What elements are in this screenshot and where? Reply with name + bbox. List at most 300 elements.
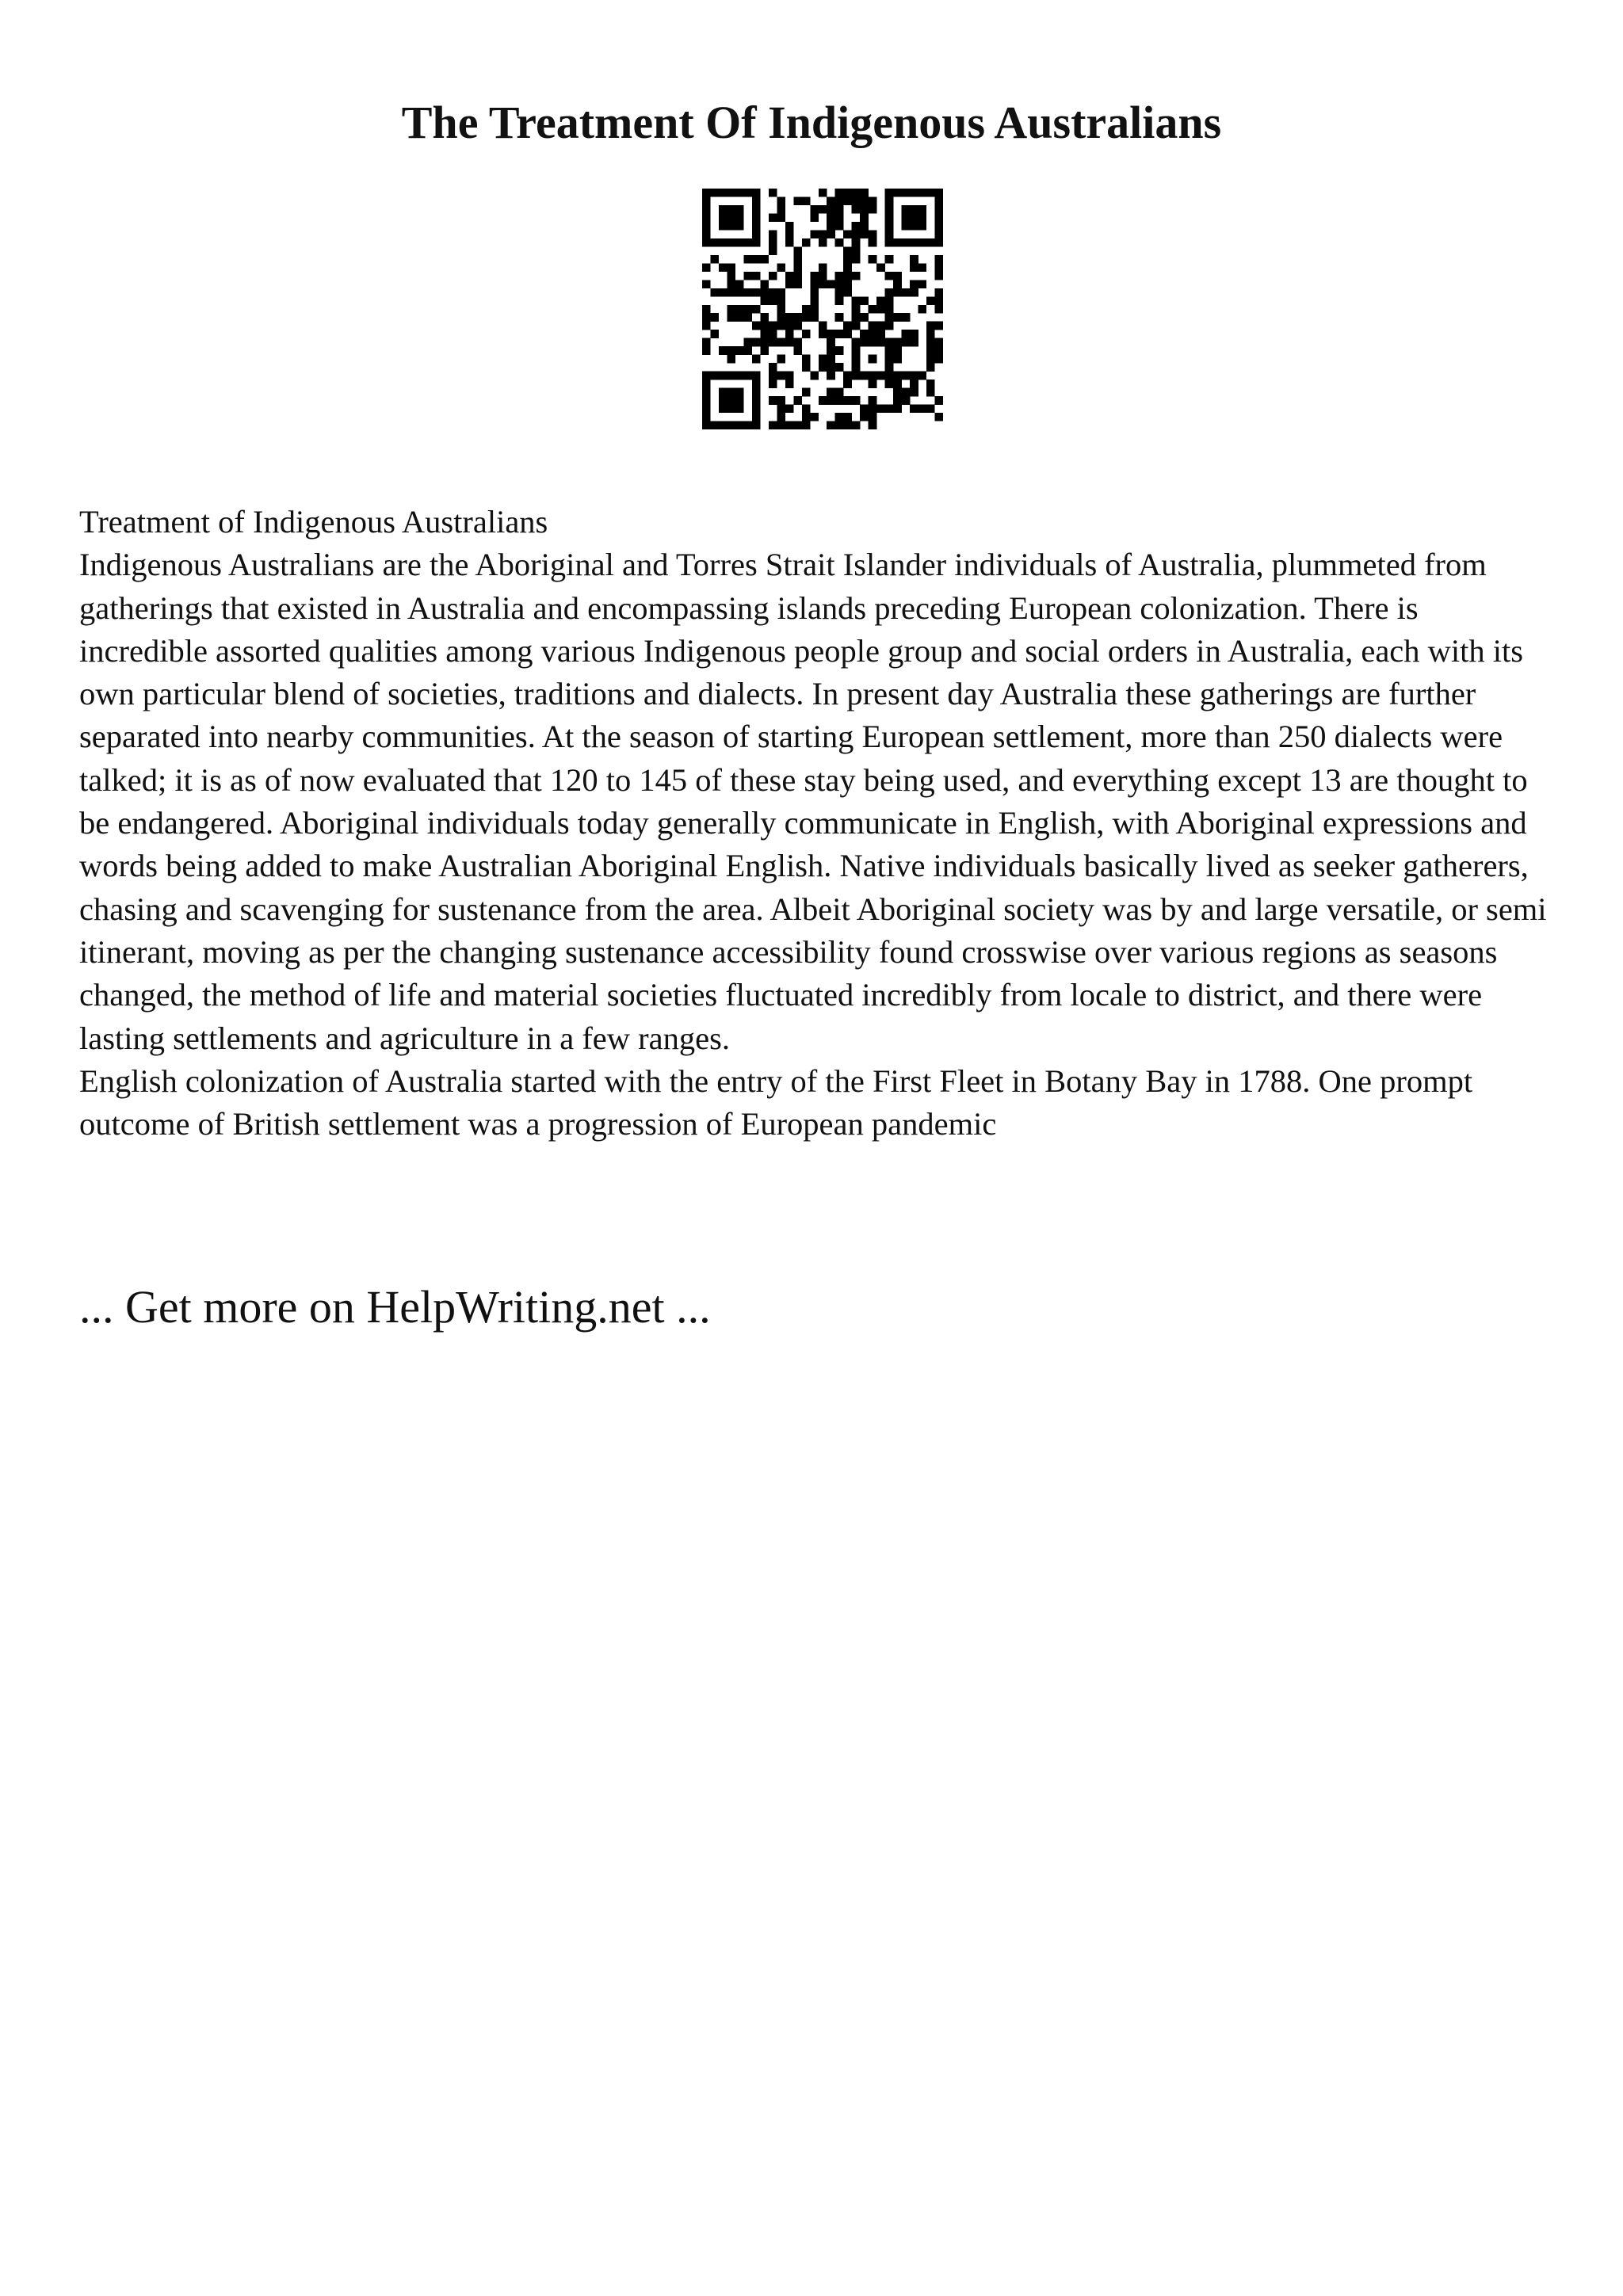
- qr-module: [910, 338, 918, 347]
- qr-module: [852, 196, 861, 205]
- qr-module: [885, 363, 894, 372]
- qr-module: [885, 288, 894, 297]
- qr-module: [802, 196, 811, 205]
- qr-module: [843, 196, 852, 205]
- qr-module: [860, 230, 869, 238]
- qr-module: [885, 346, 894, 355]
- qr-module: [852, 372, 861, 380]
- qr-module: [893, 405, 902, 414]
- qr-module: [843, 322, 852, 330]
- qr-module: [710, 330, 719, 338]
- qr-module: [719, 372, 727, 380]
- qr-module: [819, 189, 827, 197]
- qr-module: [902, 205, 911, 214]
- qr-module: [735, 421, 744, 429]
- qr-module: [743, 272, 752, 280]
- qr-module: [819, 363, 827, 372]
- qr-module: [769, 330, 777, 338]
- qr-module: [727, 222, 735, 231]
- qr-module: [869, 372, 877, 380]
- qr-module: [710, 313, 719, 322]
- qr-module: [710, 189, 719, 197]
- qr-module: [777, 413, 785, 421]
- qr-module: [918, 205, 927, 214]
- qr-module: [769, 296, 777, 305]
- qr-module: [893, 288, 902, 297]
- qr-module: [760, 313, 769, 322]
- qr-module: [752, 388, 761, 397]
- qr-module: [852, 421, 861, 429]
- qr-module: [727, 421, 735, 429]
- qr-module: [876, 330, 885, 338]
- qr-module: [777, 288, 785, 297]
- qr-module: [852, 313, 861, 322]
- qr-module: [893, 338, 902, 347]
- qr-module: [910, 330, 918, 338]
- qr-module: [727, 238, 735, 247]
- qr-module: [710, 421, 719, 429]
- qr-module: [852, 205, 861, 214]
- qr-module: [893, 238, 902, 247]
- qr-module: [752, 305, 761, 314]
- qr-module: [810, 288, 819, 297]
- qr-module: [752, 421, 761, 429]
- qr-module: [926, 189, 935, 197]
- qr-module: [760, 346, 769, 355]
- qr-module: [843, 246, 852, 255]
- qr-module: [702, 322, 711, 330]
- qr-module: [869, 379, 877, 388]
- qr-module: [885, 196, 894, 205]
- qr-module: [843, 288, 852, 297]
- qr-module: [935, 263, 943, 272]
- qr-module: [793, 313, 802, 322]
- qr-module: [793, 322, 802, 330]
- qr-module: [769, 379, 777, 388]
- qr-module: [852, 363, 861, 372]
- qr-module: [785, 272, 794, 280]
- qr-module: [719, 222, 727, 231]
- qr-module: [719, 288, 727, 297]
- qr-module: [852, 305, 861, 314]
- qr-module: [876, 322, 885, 330]
- qr-module: [752, 396, 761, 405]
- qr-module: [769, 338, 777, 347]
- qr-module: [827, 421, 835, 429]
- qr-module: [910, 213, 918, 222]
- qr-module: [885, 405, 894, 414]
- qr-module: [735, 346, 744, 355]
- qr-module: [827, 205, 835, 214]
- qr-module: [827, 363, 835, 372]
- qr-module: [843, 396, 852, 405]
- qr-module: [893, 379, 902, 388]
- qr-module: [752, 355, 761, 364]
- qr-module: [869, 355, 877, 364]
- qr-module: [769, 189, 777, 197]
- qr-module: [926, 379, 935, 388]
- qr-module: [752, 322, 761, 330]
- qr-module: [935, 238, 943, 247]
- qr-module: [777, 305, 785, 314]
- qr-module: [827, 338, 835, 347]
- section-heading: Treatment of Indigenous Australians: [79, 504, 548, 540]
- qr-module: [719, 238, 727, 247]
- qr-module: [719, 189, 727, 197]
- qr-module: [727, 355, 735, 364]
- qr-module: [819, 355, 827, 364]
- qr-module: [785, 313, 794, 322]
- qr-module: [885, 296, 894, 305]
- qr-module: [876, 296, 885, 305]
- qr-module: [835, 288, 844, 297]
- qr-module: [785, 338, 794, 347]
- qr-module: [752, 405, 761, 414]
- qr-module: [852, 355, 861, 364]
- qr-module: [727, 280, 735, 288]
- qr-module: [802, 388, 811, 397]
- qr-module: [835, 388, 844, 397]
- qr-module: [843, 230, 852, 238]
- qr-module: [860, 296, 869, 305]
- qr-module: [819, 280, 827, 288]
- qr-module: [743, 313, 752, 322]
- qr-module: [860, 196, 869, 205]
- qr-module: [735, 222, 744, 231]
- qr-module: [885, 255, 894, 264]
- qr-module: [769, 396, 777, 405]
- qr-module: [860, 405, 869, 414]
- qr-module: [935, 322, 943, 330]
- qr-module: [702, 405, 711, 414]
- qr-module: [702, 421, 711, 429]
- qr-module: [885, 355, 894, 364]
- qr-module: [727, 189, 735, 197]
- qr-module: [935, 338, 943, 347]
- qr-module: [852, 230, 861, 238]
- qr-module: [752, 379, 761, 388]
- qr-module: [876, 405, 885, 414]
- qr-module: [893, 372, 902, 380]
- qr-module: [843, 272, 852, 280]
- qr-module: [926, 388, 935, 397]
- qr-module: [710, 255, 719, 264]
- qr-module: [910, 222, 918, 231]
- qr-module: [935, 305, 943, 314]
- qr-module: [835, 280, 844, 288]
- qr-module: [827, 222, 835, 231]
- qr-module: [785, 222, 794, 231]
- qr-module: [935, 205, 943, 214]
- qr-module: [793, 396, 802, 405]
- qr-module: [843, 372, 852, 380]
- qr-module: [902, 372, 911, 380]
- qr-module: [702, 305, 711, 314]
- qr-module: [719, 421, 727, 429]
- qr-module: [935, 189, 943, 197]
- qr-module: [752, 238, 761, 247]
- qr-module: [702, 196, 711, 205]
- qr-module: [785, 330, 794, 338]
- qr-module: [869, 413, 877, 421]
- qr-module: [835, 363, 844, 372]
- qr-module: [777, 313, 785, 322]
- qr-module: [926, 355, 935, 364]
- qr-module: [935, 230, 943, 238]
- qr-module: [835, 189, 844, 197]
- qr-module: [727, 272, 735, 280]
- qr-module: [752, 189, 761, 197]
- qr-module: [735, 288, 744, 297]
- qr-module: [735, 405, 744, 414]
- essay-body: [79, 501, 1552, 1146]
- qr-module: [793, 272, 802, 280]
- qr-module: [769, 288, 777, 297]
- qr-module: [743, 338, 752, 347]
- qr-module: [860, 372, 869, 380]
- qr-module: [777, 205, 785, 214]
- qr-module: [893, 355, 902, 364]
- qr-module: [860, 330, 869, 338]
- qr-module: [760, 338, 769, 347]
- qr-module: [902, 330, 911, 338]
- qr-module: [810, 413, 819, 421]
- qr-module: [918, 222, 927, 231]
- qr-module: [852, 396, 861, 405]
- qr-module: [827, 280, 835, 288]
- qr-module: [910, 372, 918, 380]
- qr-module: [735, 388, 744, 397]
- qr-module: [935, 413, 943, 421]
- qr-module: [727, 288, 735, 297]
- qr-module: [843, 379, 852, 388]
- qr-module: [777, 322, 785, 330]
- qr-module: [935, 396, 943, 405]
- qr-module: [918, 280, 927, 288]
- qr-module: [869, 305, 877, 314]
- qr-module: [752, 338, 761, 347]
- qr-module: [852, 346, 861, 355]
- qr-module: [835, 238, 844, 247]
- qr-module: [819, 263, 827, 272]
- qr-module: [719, 213, 727, 222]
- qr-module: [735, 205, 744, 214]
- qr-module: [760, 296, 769, 305]
- qr-module: [910, 405, 918, 414]
- qr-module: [869, 196, 877, 205]
- qr-module: [743, 346, 752, 355]
- qr-module: [893, 272, 902, 280]
- qr-module: [910, 280, 918, 288]
- qr-module: [702, 280, 711, 288]
- qr-module: [918, 238, 927, 247]
- qr-module: [935, 296, 943, 305]
- qr-module: [860, 205, 869, 214]
- qr-module: [727, 213, 735, 222]
- qr-module: [827, 372, 835, 380]
- qr-module: [843, 255, 852, 264]
- qr-module: [785, 238, 794, 247]
- qr-module: [735, 280, 744, 288]
- qr-module: [802, 238, 811, 247]
- qr-module: [802, 421, 811, 429]
- qr-module: [843, 413, 852, 421]
- qr-module: [752, 272, 761, 280]
- qr-module: [727, 305, 735, 314]
- qr-module: [793, 346, 802, 355]
- qr-module: [910, 263, 918, 272]
- qr-module: [735, 189, 744, 197]
- qr-module: [843, 263, 852, 272]
- qr-module: [843, 280, 852, 288]
- qr-module: [918, 405, 927, 414]
- qr-module: [893, 346, 902, 355]
- qr-module: [869, 405, 877, 414]
- qr-module: [702, 238, 711, 247]
- qr-module: [869, 421, 877, 429]
- qr-module: [777, 213, 785, 222]
- qr-module: [777, 296, 785, 305]
- qr-module: [827, 213, 835, 222]
- qr-module: [743, 372, 752, 380]
- qr-module: [719, 346, 727, 355]
- qr-module: [902, 213, 911, 222]
- qr-module: [885, 189, 894, 197]
- essay-paragraph: English colonization of Australia started with the entry of the First Fleet in Botany Bay in 1788. One prompt outcome of British settlement was a progression of European pandemic: [79, 1062, 1473, 1142]
- qr-module: [702, 338, 711, 347]
- qr-module: [819, 396, 827, 405]
- qr-module: [702, 222, 711, 231]
- qr-module: [777, 355, 785, 364]
- qr-module: [702, 379, 711, 388]
- qr-module: [752, 205, 761, 214]
- qr-module: [810, 280, 819, 288]
- qr-module: [926, 296, 935, 305]
- qr-module: [719, 205, 727, 214]
- qr-module: [702, 230, 711, 238]
- qr-module: [935, 288, 943, 297]
- qr-module: [819, 238, 827, 247]
- qr-module: [793, 263, 802, 272]
- qr-module: [719, 388, 727, 397]
- qr-module: [752, 413, 761, 421]
- qr-module: [702, 205, 711, 214]
- qr-module: [852, 272, 861, 280]
- qr-module: [835, 222, 844, 231]
- qr-module: [793, 421, 802, 429]
- qr-module: [926, 238, 935, 247]
- qr-module: [819, 230, 827, 238]
- qr-module: [893, 396, 902, 405]
- qr-module: [769, 238, 777, 247]
- qr-module: [777, 372, 785, 380]
- qr-module: [810, 230, 819, 238]
- qr-module: [835, 330, 844, 338]
- qr-module: [926, 363, 935, 372]
- qr-module: [710, 288, 719, 297]
- qr-module: [885, 338, 894, 347]
- qr-code-icon[interactable]: [702, 189, 943, 429]
- qr-module: [743, 238, 752, 247]
- qr-module: [869, 330, 877, 338]
- qr-module: [735, 372, 744, 380]
- qr-module: [793, 280, 802, 288]
- qr-module: [902, 189, 911, 197]
- qr-module: [827, 330, 835, 338]
- qr-module: [769, 230, 777, 238]
- qr-module: [869, 238, 877, 247]
- get-more-link[interactable]: ... Get more on HelpWriting.net ...: [79, 1281, 711, 1333]
- qr-module: [835, 346, 844, 355]
- qr-module: [793, 246, 802, 255]
- qr-module: [835, 205, 844, 214]
- qr-module: [785, 379, 794, 388]
- qr-module: [802, 355, 811, 364]
- qr-module: [869, 396, 877, 405]
- qr-module: [735, 305, 744, 314]
- qr-module: [827, 396, 835, 405]
- qr-module: [810, 213, 819, 222]
- qr-module: [926, 322, 935, 330]
- qr-module: [918, 372, 927, 380]
- qr-module: [869, 230, 877, 238]
- qr-module: [802, 363, 811, 372]
- qr-module: [810, 305, 819, 314]
- qr-module: [835, 272, 844, 280]
- qr-module: [760, 280, 769, 288]
- qr-module: [810, 272, 819, 280]
- qr-module: [869, 255, 877, 264]
- qr-module: [752, 288, 761, 297]
- qr-module: [702, 346, 711, 355]
- qr-module: [893, 280, 902, 288]
- qr-module: [760, 330, 769, 338]
- qr-module: [743, 189, 752, 197]
- qr-module: [727, 396, 735, 405]
- qr-module: [769, 213, 777, 222]
- qr-module: [926, 330, 935, 338]
- qr-module: [702, 213, 711, 222]
- qr-module: [785, 372, 794, 380]
- qr-module: [902, 313, 911, 322]
- qr-module: [935, 272, 943, 280]
- qr-module: [918, 189, 927, 197]
- qr-module: [835, 413, 844, 421]
- qr-module: [852, 338, 861, 347]
- qr-module: [835, 421, 844, 429]
- qr-module: [810, 313, 819, 322]
- qr-module: [835, 196, 844, 205]
- qr-module: [702, 313, 711, 322]
- qr-module: [852, 189, 861, 197]
- qr-module: [802, 413, 811, 421]
- qr-module: [785, 421, 794, 429]
- qr-module: [760, 288, 769, 297]
- qr-module: [935, 355, 943, 364]
- qr-module: [719, 263, 727, 272]
- qr-module: [885, 205, 894, 214]
- qr-module: [893, 388, 902, 397]
- qr-module: [702, 413, 711, 421]
- qr-module: [885, 322, 894, 330]
- qr-module: [785, 405, 794, 414]
- qr-module: [727, 313, 735, 322]
- qr-module: [769, 272, 777, 280]
- qr-module: [935, 196, 943, 205]
- qr-module: [885, 213, 894, 222]
- qr-module: [752, 255, 761, 264]
- qr-module: [777, 196, 785, 205]
